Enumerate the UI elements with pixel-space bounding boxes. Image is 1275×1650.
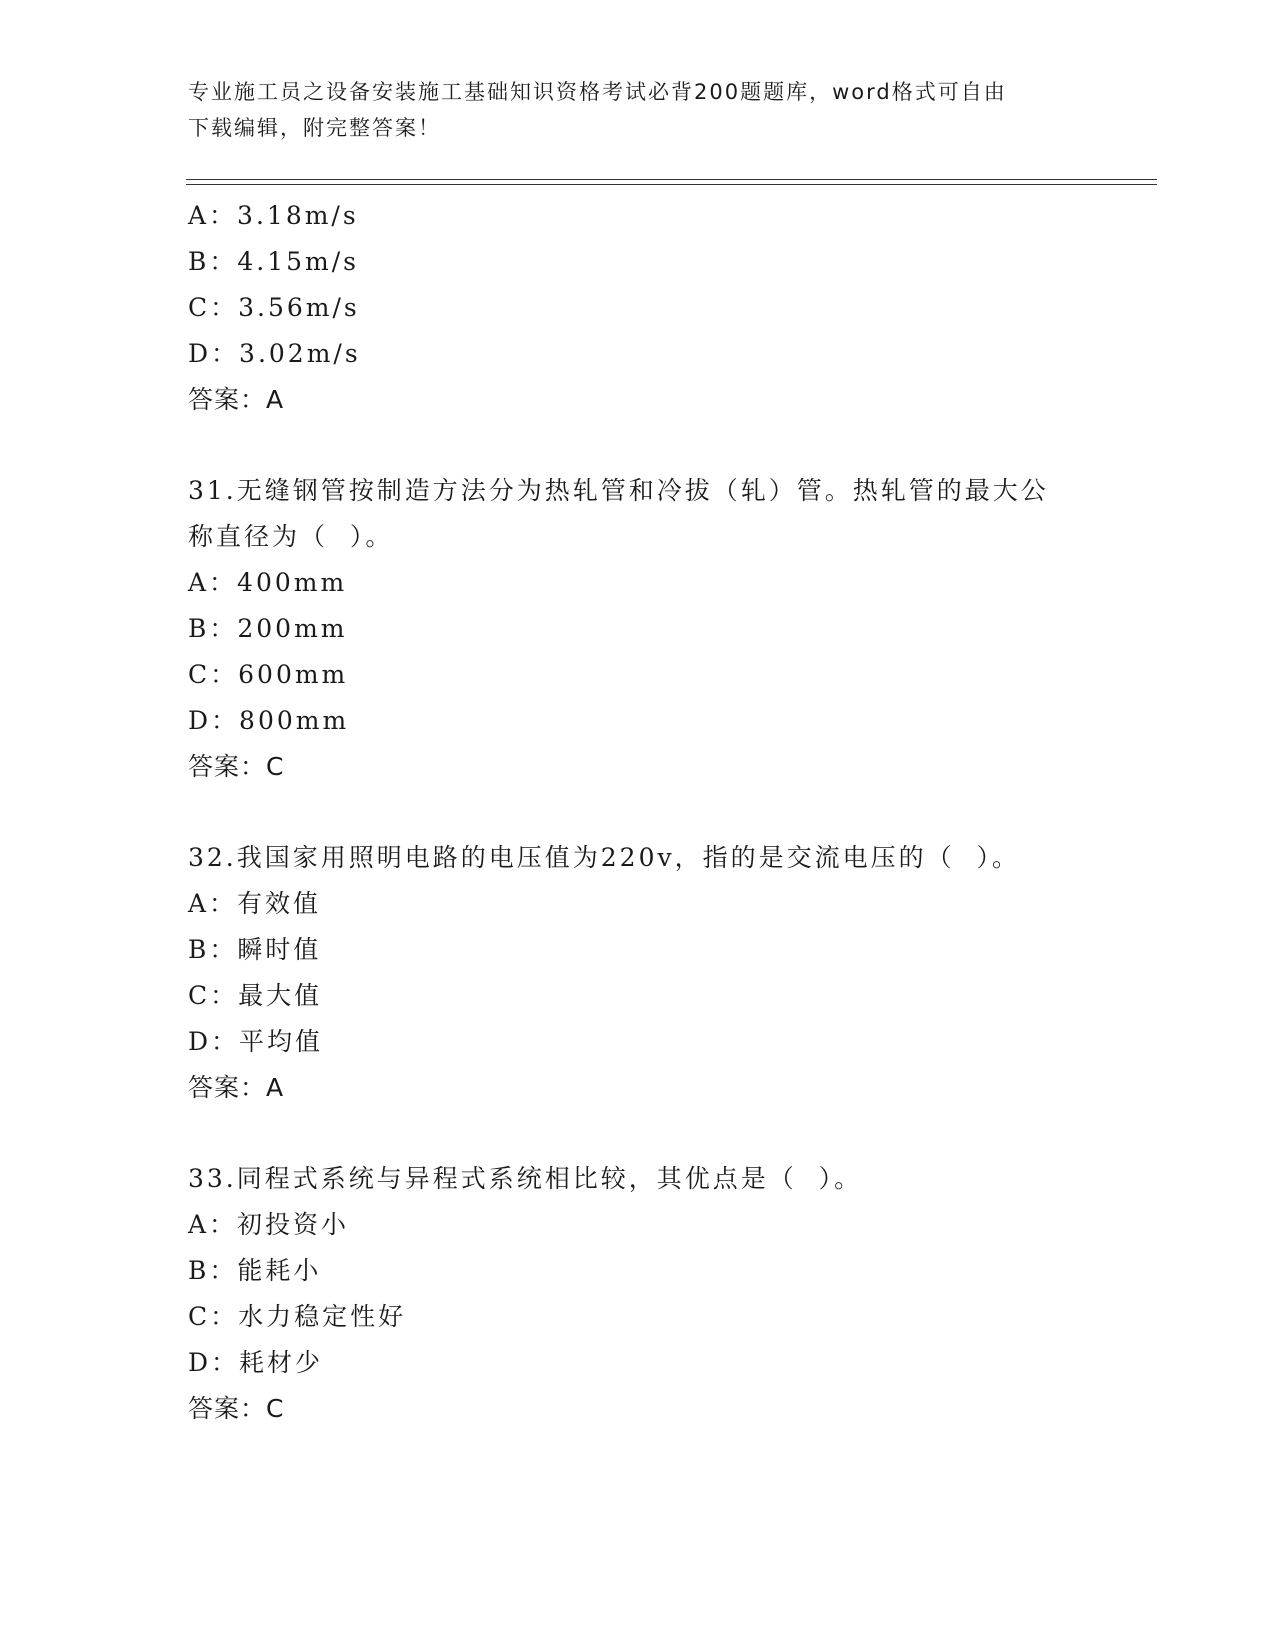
document-header [188, 74, 1068, 146]
question-33 [188, 1156, 1088, 1432]
question-stem: 31.无缝钢管按制造方法分为热轧管和冷拔（轧）管。热轧管的最大公 [188, 476, 1049, 505]
answer-line: 答案：C [188, 752, 285, 781]
question-stem: 33.同程式系统与异程式系统相比较，其优点是（ ）。 [188, 1164, 863, 1193]
question-31 [188, 468, 1088, 790]
option-a: A：有效值 [188, 889, 322, 918]
option-d: D：3.02m/s [188, 339, 361, 368]
option-a: A：400mm [188, 568, 348, 597]
option-a: A：3.18m/s [188, 201, 359, 230]
option-c: C：最大值 [188, 981, 323, 1010]
question-30 [188, 193, 1088, 423]
option-d: D：800mm [188, 706, 350, 735]
option-b: B：4.15m/s [188, 247, 359, 276]
answer-line: 答案：A [188, 385, 285, 414]
answer-line: 答案：A [188, 1073, 285, 1102]
question-list [188, 193, 1088, 1432]
header-divider-top [186, 179, 1157, 180]
header-line-2: 下载编辑，附完整答案！ [188, 116, 441, 140]
option-d: D：耗材少 [188, 1348, 324, 1377]
answer-line: 答案：C [188, 1394, 285, 1423]
question-stem-continued: 称直径为（ ）。 [188, 522, 394, 551]
option-b: B：瞬时值 [188, 935, 322, 964]
question-stem: 32.我国家用照明电路的电压值为220v，指的是交流电压的（ ）。 [188, 843, 1020, 872]
option-c: C：3.56m/s [188, 293, 360, 322]
option-b: B：能耗小 [188, 1256, 322, 1285]
question-32 [188, 835, 1088, 1111]
option-b: B：200mm [188, 614, 348, 643]
option-d: D：平均值 [188, 1027, 324, 1056]
option-c: C：600mm [188, 660, 349, 689]
header-line-1: 专业施工员之设备安装施工基础知识资格考试必背200题题库，word格式可自由 [188, 80, 1007, 104]
option-c: C：水力稳定性好 [188, 1302, 407, 1331]
option-a: A：初投资小 [188, 1210, 350, 1239]
header-divider-bottom [186, 184, 1157, 185]
